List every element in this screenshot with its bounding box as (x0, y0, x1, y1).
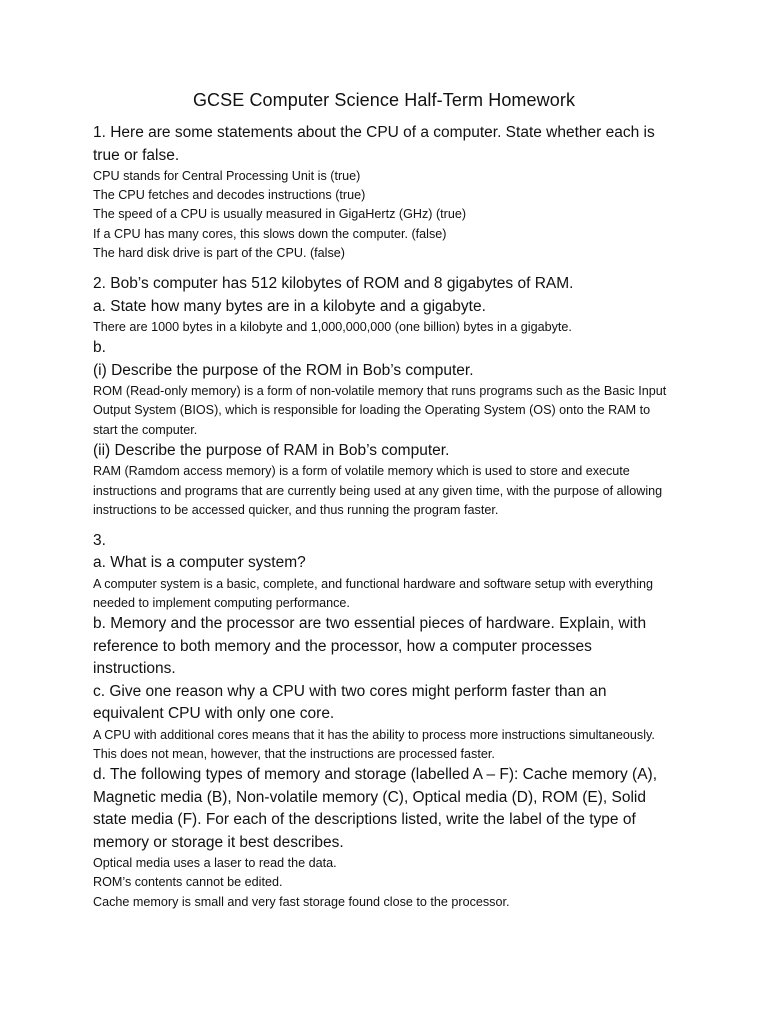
q3d-answer-1: Optical media uses a laser to read the data. (93, 856, 337, 871)
spacer (93, 263, 678, 273)
q1-answer-1: CPU stands for Central Processing Unit is (true) (93, 169, 361, 183)
spacer (93, 520, 678, 530)
question-2a-answer: There are 1000 bytes in a kilobyte and 1,000,000,000 (one billion) bytes in a gigabyte. (93, 320, 572, 335)
question-2bii-prompt: (ii) Describe the purpose of RAM in Bob’s computer. (93, 441, 450, 459)
question-2b-label: b. (93, 339, 106, 357)
q1-answer-2: The CPU fetches and decodes instructions (true) (93, 188, 366, 203)
question-3c-answer: A CPU with additional cores means that it has the ability to process more instructions simultaneously. This does not mean, however, that the instructions are processed faster. (93, 727, 655, 762)
q3d-answer-2: ROM’s contents cannot be edited. (93, 875, 283, 890)
question-2-intro: 2. Bob’s computer has 512 kilobytes of ROM and 8 gigabytes of RAM. (93, 275, 574, 293)
question-3a-answer: A computer system is a basic, complete, and functional hardware and software setup with everything needed to implement computing performance. (93, 576, 654, 611)
question-3-label: 3. (93, 531, 106, 549)
question-2bii-answer: RAM (Ramdom access memory) is a form of volatile memory which is used to store and execute instructions and programs that are currently being used at any given time, with the purpose of allowing instructions to be accessed quicker, and thus running the program faster. (93, 464, 663, 517)
page-title: GCSE Computer Science Half-Term Homework (192, 90, 576, 110)
question-1 (93, 122, 678, 263)
q1-answer-4: If a CPU has many cores, this slows down the computer. (false) (93, 226, 447, 241)
question-3b-prompt: b. Memory and the processor are two essential pieces of hardware. Explain, with reference to both memory and the processor, how a computer processes instructions. (93, 615, 647, 678)
q1-answer-5: The hard disk drive is part of the CPU. (false) (93, 245, 345, 260)
question-2bi-prompt: (i) Describe the purpose of the ROM in Bob’s computer. (93, 361, 474, 379)
q1-answer-3: The speed of a CPU is usually measured in GigaHertz (GHz) (true) (93, 207, 467, 222)
question-2a-prompt: a. State how many bytes are in a kilobyte and a gigabyte. (93, 297, 486, 315)
question-2 (93, 273, 678, 520)
question-3d-prompt: d. The following types of memory and storage (labelled A – F): Cache memory (A), Magnetic media (B), Non-volatile memory (C), Optical media (D), ROM (E), Solid state media (F). For each of the descriptions listed, write the label of the type of memory or storage it best describes. (93, 766, 657, 851)
q3d-answer-3: Cache memory is small and very fast storage found close to the processor. (93, 894, 510, 909)
question-2bi-answer: ROM (Read-only memory) is a form of non-volatile memory that runs programs such as the Basic Input Output System (BIOS), which is responsible for loading the Operating System (OS) onto the RAM to start the computer. (93, 384, 667, 437)
question-1-prompt: 1. Here are some statements about the CPU of a computer. State whether each is true or false. (93, 124, 655, 164)
question-3a-prompt: a. What is a computer system? (93, 554, 306, 572)
document-body (93, 122, 678, 912)
question-3 (93, 530, 678, 912)
question-3c-prompt: c. Give one reason why a CPU with two cores might perform faster than an equivalent CPU with only one core. (93, 682, 607, 723)
